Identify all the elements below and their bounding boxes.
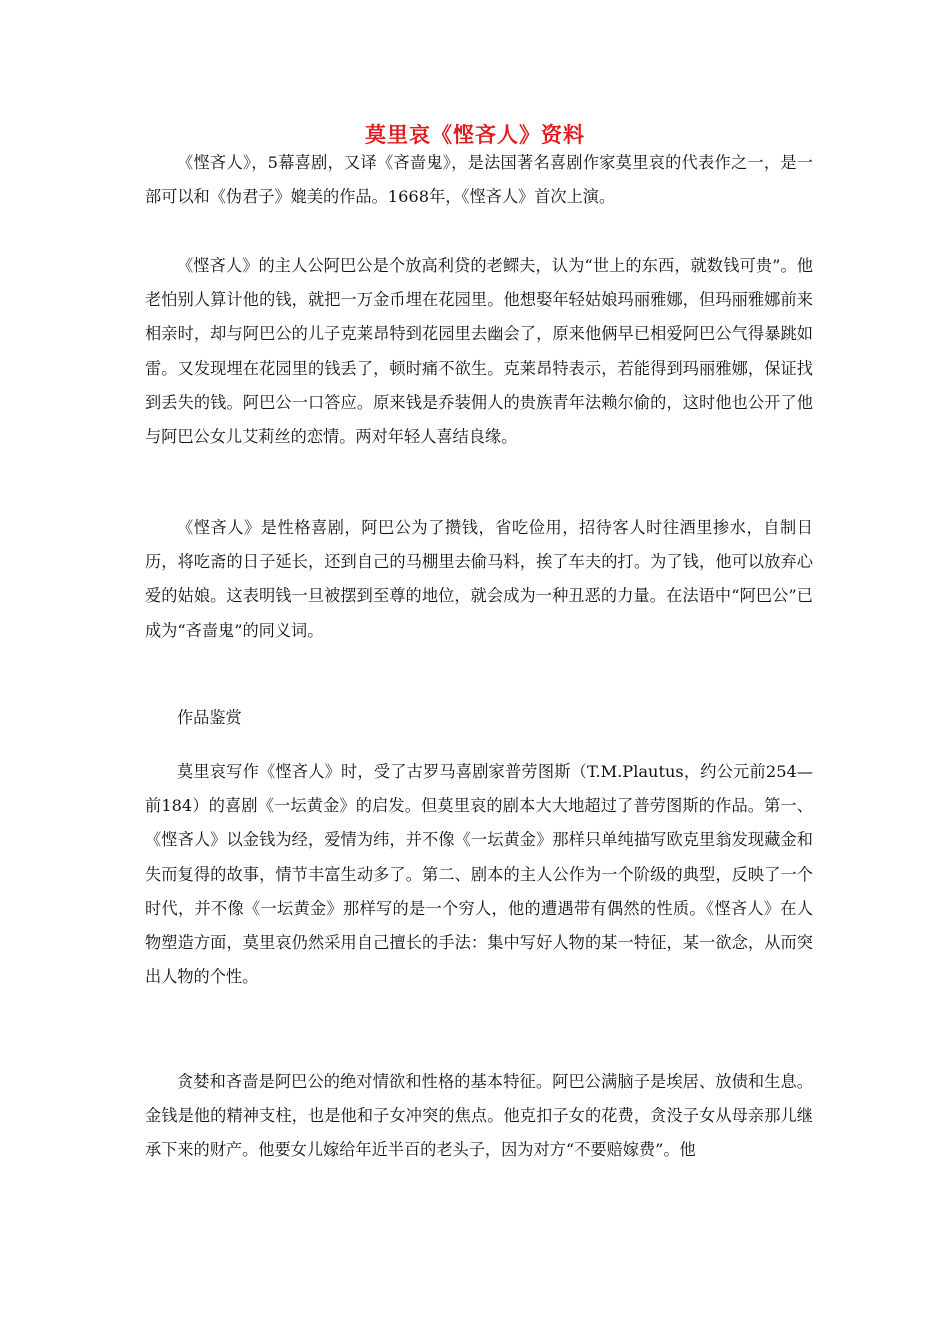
paragraph-character-comedy: 《悭吝人》是性格喜剧，阿巴公为了攒钱，省吃俭用，招待客人时往酒里掺水，自制日历，将吃斋的日子延长，还到自己的马棚里去偷马料，挨了车夫的打。为了钱，他可以放弃心爱的姑娘。这表明钱一旦被摆到至尊的地位，就会成为一种丑恶的力量。在法语中“阿巴公”已成为“吝啬鬼”的同义词。 [145, 518, 813, 640]
paragraph-intro: 《悭吝人》，5幕喜剧，又译《吝啬鬼》，是法国著名喜剧作家莫里哀的代表作之一，是一部可以和《伪君子》媲美的作品。1668年，《悭吝人》首次上演。 [145, 153, 813, 207]
document-title: 莫里哀《悭吝人》资料 [365, 122, 585, 147]
paragraph-greed: 贪婪和吝啬是阿巴公的绝对情欲和性格的基本特征。阿巴公满脑子是埃居、放债和生息。金钱是他的精神支柱，也是他和子女冲突的焦点。他克扣子女的花费，贪没子女从母亲那儿继承下来的财产。他要女儿嫁给年近半百的老头子，因为对方“不要赔嫁费”。他 [145, 1072, 813, 1160]
section-heading-appreciation: 作品鉴赏 [177, 708, 242, 727]
paragraph-appreciation: 莫里哀写作《悭吝人》时，受了古罗马喜剧家普劳图斯（T.M.Plautus，约公元前254—前184）的喜剧《一坛黄金》的启发。但莫里哀的剧本大大地超过了普劳图斯的作品。第一、《悭吝人》以金钱为经，爱情为纬，并不像《一坛黄金》那样只单纯描写欧克里翁发现藏金和失而复得的故事，情节丰富生动多了。第二、剧本的主人公作为一个阶级的典型，反映了一个时代，并不像《一坛黄金》那样写的是一个穷人，他的遭遇带有偶然的性质。《悭吝人》在人物塑造方面，莫里哀仍然采用自己擅长的手法：集中写好人物的某一特征，某一欲念，从而突出人物的个性。 [145, 762, 813, 987]
paragraph-plot: 《悭吝人》的主人公阿巴公是个放高利贷的老鳏夫，认为“世上的东西，就数钱可贵”。他老怕别人算计他的钱，就把一万金币埋在花园里。他想娶年轻姑娘玛丽雅娜，但玛丽雅娜前来相亲时，却与阿巴公的儿子克莱昂特到花园里去幽会了，原来他俩早已相爱阿巴公气得暴跳如雷。又发现埋在花园里的钱丢了，顿时痛不欲生。克莱昂特表示，若能得到玛丽雅娜，保证找到丢失的钱。阿巴公一口答应。原来钱是乔装佣人的贵族青年法赖尔偷的，这时他也公开了他与阿巴公女儿艾莉丝的恋情。两对年轻人喜结良缘。 [145, 256, 813, 447]
